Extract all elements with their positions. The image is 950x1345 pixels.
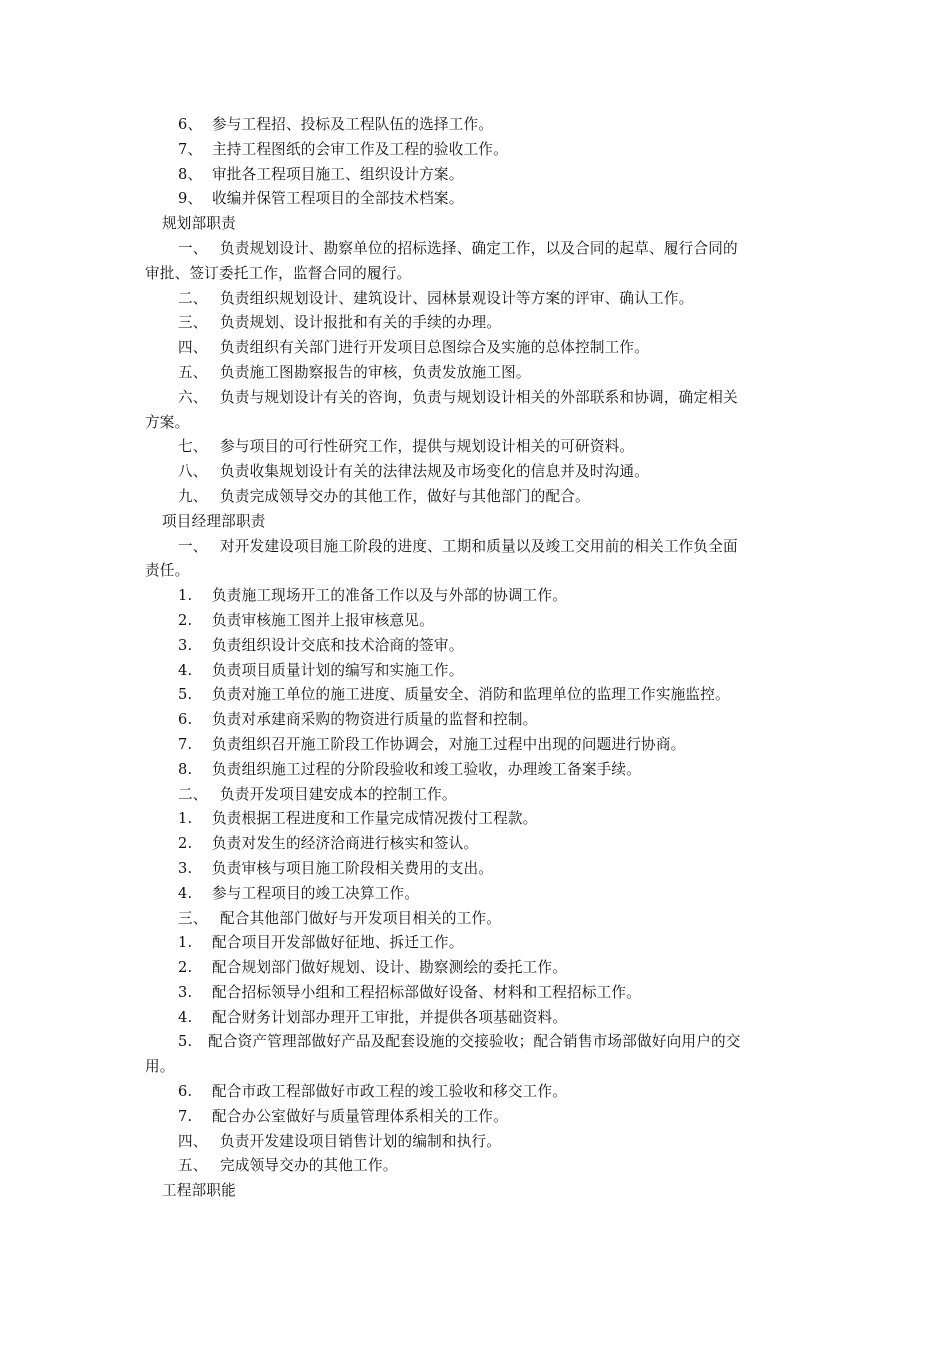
item-text: 审批各工程项目施工、组织设计方案。 <box>212 165 464 183</box>
item-number: 1. <box>178 587 193 605</box>
list-item <box>0 1130 950 1155</box>
list-item <box>0 1154 950 1179</box>
list-item <box>0 931 950 956</box>
item-text: 配合资产管理部做好产品及配套设施的交接验收；配合销售市场部做好向用户的交 <box>208 1033 741 1051</box>
item-text: 负责对发生的经济洽商进行核实和签认。 <box>212 835 479 853</box>
list-item <box>0 956 950 981</box>
item-text: 负责组织有关部门进行开发项目总图综合及实施的总体控制工作。 <box>220 339 650 357</box>
item-number: 五、 <box>178 1157 208 1175</box>
item-text: 主持工程图纸的会审工作及工程的验收工作。 <box>212 140 508 158</box>
item-text: 负责收集规划设计有关的法律法规及市场变化的信息并及时沟通。 <box>220 463 650 481</box>
item-text: 完成领导交办的其他工作。 <box>220 1157 398 1175</box>
item-number: 二、 <box>178 289 208 307</box>
item-number: 4. <box>178 1008 193 1026</box>
list-item <box>0 435 950 460</box>
item-text-continuation: 用。 <box>145 1058 175 1076</box>
item-number: 九、 <box>178 487 208 505</box>
project-manager-section-title: 项目经理部职责 <box>162 512 266 530</box>
item-number: 7. <box>178 1107 193 1125</box>
item-text-continuation: 审批、签订委托工作，监督合同的履行。 <box>145 264 412 282</box>
item-text: 负责根据工程进度和工作量完成情况拨付工程款。 <box>212 810 538 828</box>
item-number: 9、 <box>178 190 203 208</box>
item-text: 负责对施工单位的施工进度、质量安全、消防和监理单位的监理工作实施监控。 <box>212 686 730 704</box>
item-number: 5. <box>178 1033 193 1051</box>
item-text: 配合招标领导小组和工程招标部做好设备、材料和工程招标工作。 <box>212 983 642 1001</box>
list-item <box>0 386 950 411</box>
item-number: 八、 <box>178 463 208 481</box>
list-item <box>0 113 950 138</box>
item-number: 3. <box>178 983 193 1001</box>
list-item <box>0 857 950 882</box>
list-item <box>0 485 950 510</box>
item-text: 参与工程招、投标及工程队伍的选择工作。 <box>212 116 494 133</box>
item-number: 4. <box>178 884 193 902</box>
item-text: 负责组织规划设计、建筑设计、园林景观设计等方案的评审、确认工作。 <box>220 289 694 307</box>
item-number: 三、 <box>178 314 208 332</box>
item-text: 负责规划设计、勘察单位的招标选择、确定工作，以及合同的起草、履行合同的 <box>220 239 738 257</box>
item-text: 配合其他部门做好与开发项目相关的工作。 <box>220 909 502 927</box>
item-number: 七、 <box>178 438 208 456</box>
item-number: 5. <box>178 686 193 704</box>
item-text: 负责组织设计交底和技术洽商的签审。 <box>212 636 464 654</box>
item-text-continuation: 方案。 <box>145 413 190 431</box>
list-item <box>0 1006 950 1031</box>
list-item <box>0 634 950 659</box>
list-item <box>0 336 950 361</box>
item-number: 四、 <box>178 339 208 357</box>
item-text: 配合财务计划部办理开工审批，并提供各项基础资料。 <box>212 1008 568 1026</box>
item-text: 配合项目开发部做好征地、拆迁工作。 <box>212 934 464 952</box>
item-text: 负责施工图勘察报告的审核，负责发放施工图。 <box>220 363 531 381</box>
item-number: 一、 <box>178 537 208 555</box>
item-text: 参与项目的可行性研究工作，提供与规划设计相关的可研资料。 <box>220 438 635 456</box>
list-item <box>0 1105 950 1130</box>
list-item <box>0 361 950 386</box>
item-number: 四、 <box>178 1132 208 1150</box>
list-item <box>0 683 950 708</box>
engineering-section-title: 工程部职能 <box>162 1182 236 1200</box>
item-text: 负责完成领导交办的其他工作，做好与其他部门的配合。 <box>220 487 590 505</box>
list-item <box>0 882 950 907</box>
item-number: 4. <box>178 661 193 679</box>
item-text: 负责组织施工过程的分阶段验收和竣工验收，办理竣工备案手续。 <box>212 760 642 778</box>
item-number: 3. <box>178 859 193 877</box>
item-text: 负责规划、设计报批和有关的手续的办理。 <box>220 314 502 332</box>
list-item <box>0 163 950 188</box>
item-text: 负责施工现场开工的准备工作以及与外部的协调工作。 <box>212 587 568 605</box>
item-number: 6. <box>178 1083 193 1101</box>
item-number: 一、 <box>178 239 208 257</box>
item-text: 配合规划部门做好规划、设计、勘察测绘的委托工作。 <box>212 959 568 977</box>
list-item <box>0 535 950 560</box>
item-number: 二、 <box>178 785 208 803</box>
list-item <box>0 1080 950 1105</box>
list-item <box>0 733 950 758</box>
item-text: 配合办公室做好与质量管理体系相关的工作。 <box>212 1107 508 1125</box>
list-item <box>0 807 950 832</box>
list-item <box>0 783 950 808</box>
item-number: 六、 <box>178 388 208 406</box>
item-number: 8、 <box>178 165 203 183</box>
list-item <box>0 287 950 312</box>
item-number: 三、 <box>178 909 208 927</box>
item-number: 1. <box>178 934 193 952</box>
list-item <box>0 981 950 1006</box>
item-number: 8. <box>178 760 193 778</box>
list-item <box>0 609 950 634</box>
item-number: 1. <box>178 810 193 828</box>
list-item <box>0 832 950 857</box>
document-page <box>0 113 950 1204</box>
list-item <box>0 584 950 609</box>
item-text: 负责开发建设项目销售计划的编制和执行。 <box>220 1132 502 1150</box>
item-number: 7、 <box>178 140 203 158</box>
item-text: 负责组织召开施工阶段工作协调会，对施工过程中出现的问题进行协商。 <box>212 735 686 753</box>
item-number: 3. <box>178 636 193 654</box>
item-text: 收编并保管工程项目的全部技术档案。 <box>212 190 464 208</box>
item-number: 2. <box>178 959 193 977</box>
list-item <box>0 708 950 733</box>
list-item <box>0 187 950 212</box>
item-text: 负责对承建商采购的物资进行质量的监督和控制。 <box>212 711 538 729</box>
list-item <box>0 907 950 932</box>
item-text: 对开发建设项目施工阶段的进度、工期和质量以及竣工交用前的相关工作负全面 <box>220 537 738 555</box>
list-item <box>0 138 950 163</box>
item-text-continuation: 责任。 <box>145 562 190 580</box>
item-number: 2. <box>178 611 193 629</box>
list-item <box>0 460 950 485</box>
list-item <box>0 311 950 336</box>
item-text: 负责与规划设计有关的咨询，负责与规划设计相关的外部联系和协调，确定相关 <box>220 388 738 406</box>
list-item <box>0 1030 950 1055</box>
item-text: 负责审核施工图并上报审核意见。 <box>212 611 434 629</box>
list-item <box>0 758 950 783</box>
item-number: 2. <box>178 835 193 853</box>
item-number: 6. <box>178 711 193 729</box>
item-number: 五、 <box>178 363 208 381</box>
item-text: 负责开发项目建安成本的控制工作。 <box>220 785 457 803</box>
planning-section-title: 规划部职责 <box>162 215 236 233</box>
item-text: 负责项目质量计划的编写和实施工作。 <box>212 661 464 679</box>
item-text: 配合市政工程部做好市政工程的竣工验收和移交工作。 <box>212 1083 568 1101</box>
item-text: 负责审核与项目施工阶段相关费用的支出。 <box>212 859 494 877</box>
item-number: 7. <box>178 735 193 753</box>
item-number: 6、 <box>178 116 203 133</box>
list-item <box>0 237 950 262</box>
list-item <box>0 659 950 684</box>
item-text: 参与工程项目的竣工决算工作。 <box>212 884 420 902</box>
